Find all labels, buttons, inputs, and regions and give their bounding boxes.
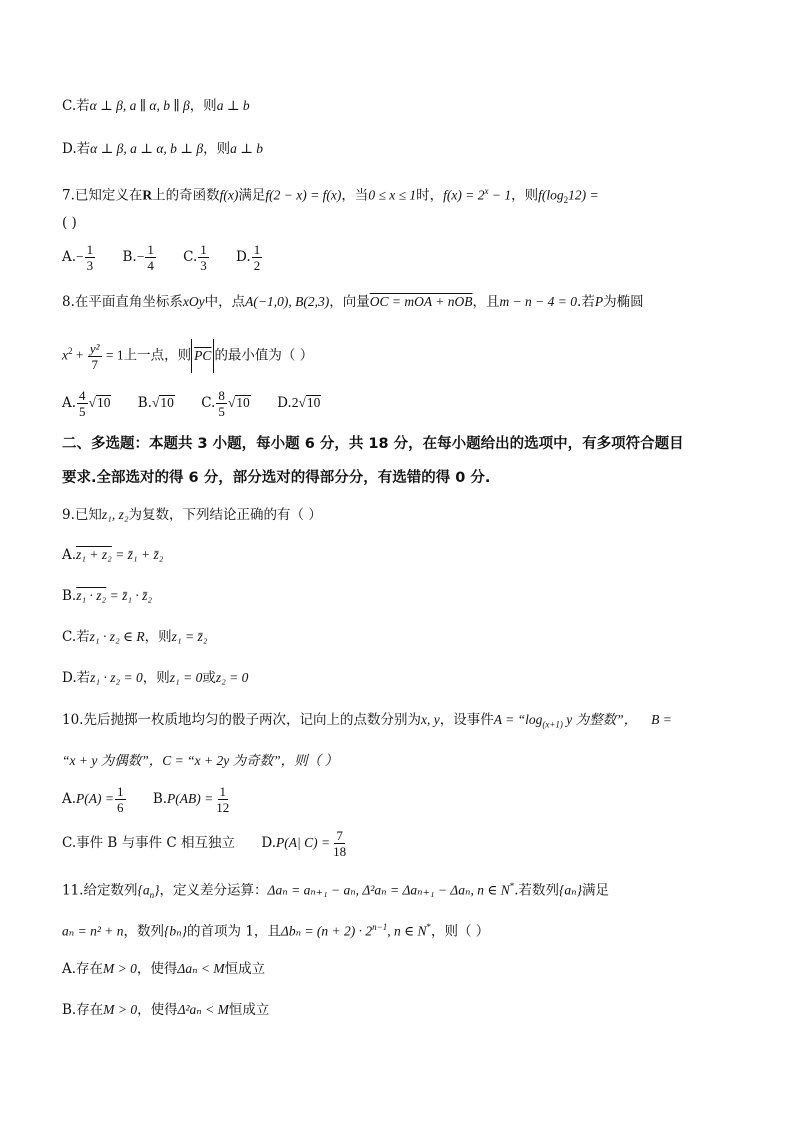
stem-math: } — [154, 882, 160, 898]
stem-math: (x+1) — [542, 719, 563, 730]
q7-option-b — [122, 240, 156, 274]
option-sign: − — [136, 249, 145, 264]
q8-option-d — [277, 386, 321, 420]
stem-text: 的最小值为（ ） — [214, 347, 314, 364]
option-label: B. — [122, 249, 137, 265]
fraction-denominator: 18 — [333, 844, 347, 859]
option-label: A. — [62, 395, 77, 411]
stem-math: {bₙ} — [164, 923, 188, 939]
q8-option-a — [62, 386, 111, 420]
q10-stem — [62, 710, 672, 735]
q10-options-cd — [62, 826, 371, 860]
stem-text: 11.给定数列 — [62, 882, 138, 899]
stem-math: f(x) — [219, 187, 239, 203]
fraction-numerator: 1 — [117, 784, 124, 799]
stem-text: ，数列 — [123, 923, 164, 940]
fraction-denominator: 7 — [91, 356, 98, 372]
q11-option-b — [62, 1000, 269, 1020]
fraction-numerator: 7 — [336, 828, 343, 843]
answer-blank: ( ) — [62, 215, 77, 231]
option-math: P(A| C) = — [276, 835, 331, 850]
stem-text: 满足 — [238, 187, 266, 204]
q9-option-a — [62, 545, 163, 565]
option-text: 恒成立 — [224, 961, 266, 977]
option-label: A.存在 — [62, 961, 104, 977]
option-math: z₁ · z₂ ∈ R — [89, 629, 145, 644]
fraction-denominator: 6 — [117, 800, 124, 815]
stem-math: − 1 — [488, 187, 512, 203]
stem-math: aₙ = n² + n — [62, 923, 124, 939]
option-sign: − — [76, 249, 84, 264]
stem-text: .若 — [577, 294, 595, 310]
q9-stem — [62, 505, 322, 525]
stem-math: n−1 — [372, 922, 388, 932]
option-math: M > 0 — [103, 1002, 138, 1017]
stem-math: {a — [137, 882, 150, 898]
stem-text: 上一点，则 — [123, 347, 192, 364]
stem-math: Δa — [267, 882, 283, 898]
stem-math: = 1 — [102, 347, 124, 363]
q7-answer-paren — [62, 213, 77, 233]
q9-option-c — [62, 627, 207, 647]
stem-math: 12) = — [568, 187, 599, 203]
option-math: z₂ = 0 — [215, 670, 249, 685]
q8-option-b — [138, 386, 175, 420]
radicand: 10 — [96, 395, 111, 410]
sqrt-icon: √ — [151, 395, 160, 410]
stem-math: 2 — [68, 346, 73, 356]
option-label: D.若 — [62, 670, 91, 686]
fraction-denominator: 12 — [216, 800, 230, 815]
fraction-numerator: 1 — [200, 242, 207, 257]
q10-option-c: C.事件 B 与事件 C 相互独立 — [62, 835, 236, 851]
option-fraction — [145, 242, 156, 273]
fraction-numerator: 1 — [253, 242, 261, 257]
option-text: ，使得 — [137, 1002, 178, 1018]
stem-text: 在平面直角坐标系 — [74, 294, 183, 310]
fraction-denominator: 5 — [79, 404, 86, 419]
stem-text: 为复数，下列结论正确的有（ ） — [128, 507, 322, 523]
option-math: z₁ + z₂ — [76, 547, 112, 562]
option-fraction — [216, 388, 227, 419]
stem-math: z₁, z₂ — [101, 507, 129, 522]
stem-text: 9.已知 — [62, 507, 102, 523]
stem-text: 为椭圆 — [603, 294, 644, 310]
option-math: = z̄₁ + z̄₂ — [111, 547, 164, 562]
option-text: 恒成立 — [228, 1002, 270, 1018]
stem-math: n — [149, 890, 155, 901]
q11-stem — [62, 876, 609, 905]
option-label: D.若 — [62, 141, 91, 157]
stem-math: P — [594, 294, 604, 309]
sqrt-icon: √ — [88, 395, 96, 410]
stem-math: 0 ≤ x ≤ 1 — [368, 187, 417, 203]
fraction-numerator: 1 — [147, 242, 154, 257]
ellipse-fraction — [88, 341, 102, 372]
q11-stem-line2 — [62, 917, 489, 942]
option-math: M > 0 — [103, 961, 137, 976]
stem-text: 中，点 — [204, 294, 246, 310]
option-label: A. — [62, 791, 77, 807]
q7-option-d — [236, 240, 263, 274]
stem-math: y 为整数”， — [562, 712, 638, 727]
option-math: = z̄₁ · z̄₂ — [106, 588, 153, 603]
stem-text: ，则（ ） — [430, 923, 490, 940]
q6-option-d — [62, 139, 263, 159]
option-math: z₁ = z̄₂ — [171, 629, 208, 644]
option-math: z₁ = 0 — [169, 670, 203, 685]
q7-option-c — [183, 240, 210, 274]
q9-option-b — [62, 586, 152, 606]
fraction-numerator: 4 — [79, 388, 86, 403]
stem-math: Δbₙ = (n + 2) · 2 — [280, 923, 373, 939]
q7-option-a — [62, 240, 96, 274]
q7-stem — [62, 181, 599, 210]
sqrt-icon: √ — [227, 395, 236, 410]
stem-math: $\overline{PC}$ — [194, 347, 212, 363]
stem-math: x, y — [420, 712, 440, 727]
q10-options-ab — [62, 782, 254, 816]
option-fraction — [331, 828, 348, 859]
stem-text: .若数列 — [514, 882, 560, 899]
fraction-denominator: 3 — [86, 258, 94, 273]
option-label: B.存在 — [62, 1002, 104, 1018]
stem-text: ，设事件 — [439, 712, 494, 728]
stem-text: 满足 — [582, 882, 610, 899]
option-label: B. — [152, 791, 168, 807]
fraction-numerator: 8 — [218, 388, 225, 403]
section-header-line2: 要求.全部选对的得 6 分，部分选对的得部分分，有选错的得 0 分. — [62, 470, 491, 486]
stem-math: 2 — [563, 195, 569, 206]
option-label: D. — [236, 249, 251, 265]
option-math: α ⊥ β, a ∥ α, b ∥ β — [89, 98, 190, 113]
question-number: 7. — [62, 187, 75, 204]
option-math: P(AB) = — [167, 791, 214, 806]
section-header-line1: 二、多选题：本题共 3 小题，每小题 6 分，共 18 分，在每小题给出的选项中，有多项符合题目 — [62, 436, 684, 452]
radicand: 10 — [160, 395, 174, 410]
option-text: ，使得 — [136, 961, 178, 977]
stem-math: xOy — [182, 294, 205, 309]
q11-option-a — [62, 959, 265, 979]
option-math: Δ²aₙ < M — [177, 1002, 229, 1017]
math-symbol: R — [142, 187, 153, 203]
option-text: ，则 — [144, 629, 172, 645]
stem-math: x — [62, 347, 68, 363]
stem-text: ，则 — [511, 187, 539, 204]
option-text: ，则 — [189, 98, 217, 114]
option-label: B. — [137, 395, 152, 411]
fraction-numerator: 1 — [219, 784, 226, 799]
option-text: 或 — [202, 670, 216, 686]
stem-math: ₙ = aₙ₊₁ − aₙ, Δ²aₙ = Δaₙ₊₁ − Δaₙ, n ∈ N — [282, 882, 510, 898]
q8-options — [62, 386, 343, 420]
option-coef: 2 — [291, 395, 299, 410]
option-label: D. — [261, 835, 276, 851]
stem-text: 的首项为 1，且 — [187, 923, 281, 940]
radicand: 10 — [236, 395, 250, 410]
option-fraction — [198, 242, 209, 273]
option-math: a ⊥ b — [230, 141, 264, 156]
q8-stem — [62, 292, 644, 312]
stem-text: ，定义差分运算： — [159, 882, 268, 899]
fraction-numerator: 1 — [86, 242, 94, 257]
stem-math: A(−1,0), B(2,3) — [245, 294, 330, 309]
stem-text: 已知定义在 — [74, 187, 143, 204]
stem-math: B = — [651, 712, 672, 727]
option-math: z₁ · z₂ — [76, 588, 107, 603]
fraction-denominator: 5 — [218, 404, 225, 419]
option-text: ，则 — [142, 670, 170, 686]
stem-math: * — [509, 881, 515, 891]
option-label: C. — [201, 395, 216, 411]
question-number: 8. — [62, 294, 75, 310]
option-label: D. — [277, 395, 292, 411]
radicand: 10 — [306, 395, 321, 410]
q6-option-c — [62, 96, 250, 116]
option-fraction — [77, 388, 88, 419]
option-label: C.若 — [62, 629, 90, 645]
option-math: P(A) = — [76, 791, 115, 806]
fraction-denominator: 4 — [147, 258, 154, 273]
option-fraction — [214, 784, 231, 815]
option-math: α ⊥ β, a ⊥ α, b ⊥ β — [90, 141, 204, 156]
option-label: C. — [183, 249, 198, 265]
fraction-numerator: y² — [89, 340, 100, 356]
q7-options — [62, 240, 285, 274]
q8-option-c — [201, 386, 251, 420]
stem-math: A = “log — [493, 712, 543, 727]
option-label: B. — [62, 588, 77, 604]
stem-math: OC = mOA + nOB — [369, 294, 473, 309]
option-math: z₁ · z₂ = 0 — [90, 670, 143, 685]
stem-text: 时， — [416, 187, 444, 204]
stem-math: , n ∈ N — [387, 923, 427, 939]
stem-math: {aₙ} — [559, 882, 583, 898]
option-math: Δaₙ < M — [177, 961, 225, 976]
stem-text: ，且 — [472, 294, 500, 310]
stem-math: f(2 − x) = f(x) — [265, 187, 342, 203]
sqrt-icon: √ — [298, 395, 306, 410]
fraction-denominator: 3 — [200, 258, 207, 273]
stem-math: f(log — [538, 187, 564, 203]
stem-math: m − n − 4 = 0 — [499, 294, 578, 309]
stem-math: x — [484, 186, 489, 196]
stem-math: + — [72, 347, 87, 363]
stem-math: f(x) = 2 — [443, 187, 485, 203]
stem-text: 上的奇函数 — [152, 187, 220, 204]
option-fraction — [115, 784, 126, 815]
fraction-denominator: 2 — [253, 258, 261, 273]
option-label: A. — [62, 249, 77, 265]
option-fraction — [252, 242, 263, 273]
stem-math: “x + y 为偶数”， — [62, 753, 163, 768]
stem-text: 10.先后抛掷一枚质地均匀的骰子两次，记向上的点数分别为 — [62, 712, 421, 728]
q10-option-d — [261, 826, 349, 860]
option-fraction — [85, 242, 96, 273]
stem-math: C = “x + 2y 为奇数”，则（ ） — [162, 753, 338, 768]
q9-option-d — [62, 668, 248, 688]
option-label: C.若 — [62, 98, 90, 114]
stem-math: * — [426, 922, 431, 932]
q10-stem-line2 — [62, 751, 338, 771]
option-label: A. — [62, 547, 77, 563]
stem-text: ，向量 — [329, 294, 370, 310]
q8-stem-line2 — [62, 334, 313, 373]
q10-option-a — [62, 782, 127, 816]
stem-text: ，当 — [341, 187, 369, 204]
option-text: ，则 — [203, 141, 231, 157]
q10-option-b — [153, 782, 232, 816]
option-math: a ⊥ b — [216, 98, 250, 113]
